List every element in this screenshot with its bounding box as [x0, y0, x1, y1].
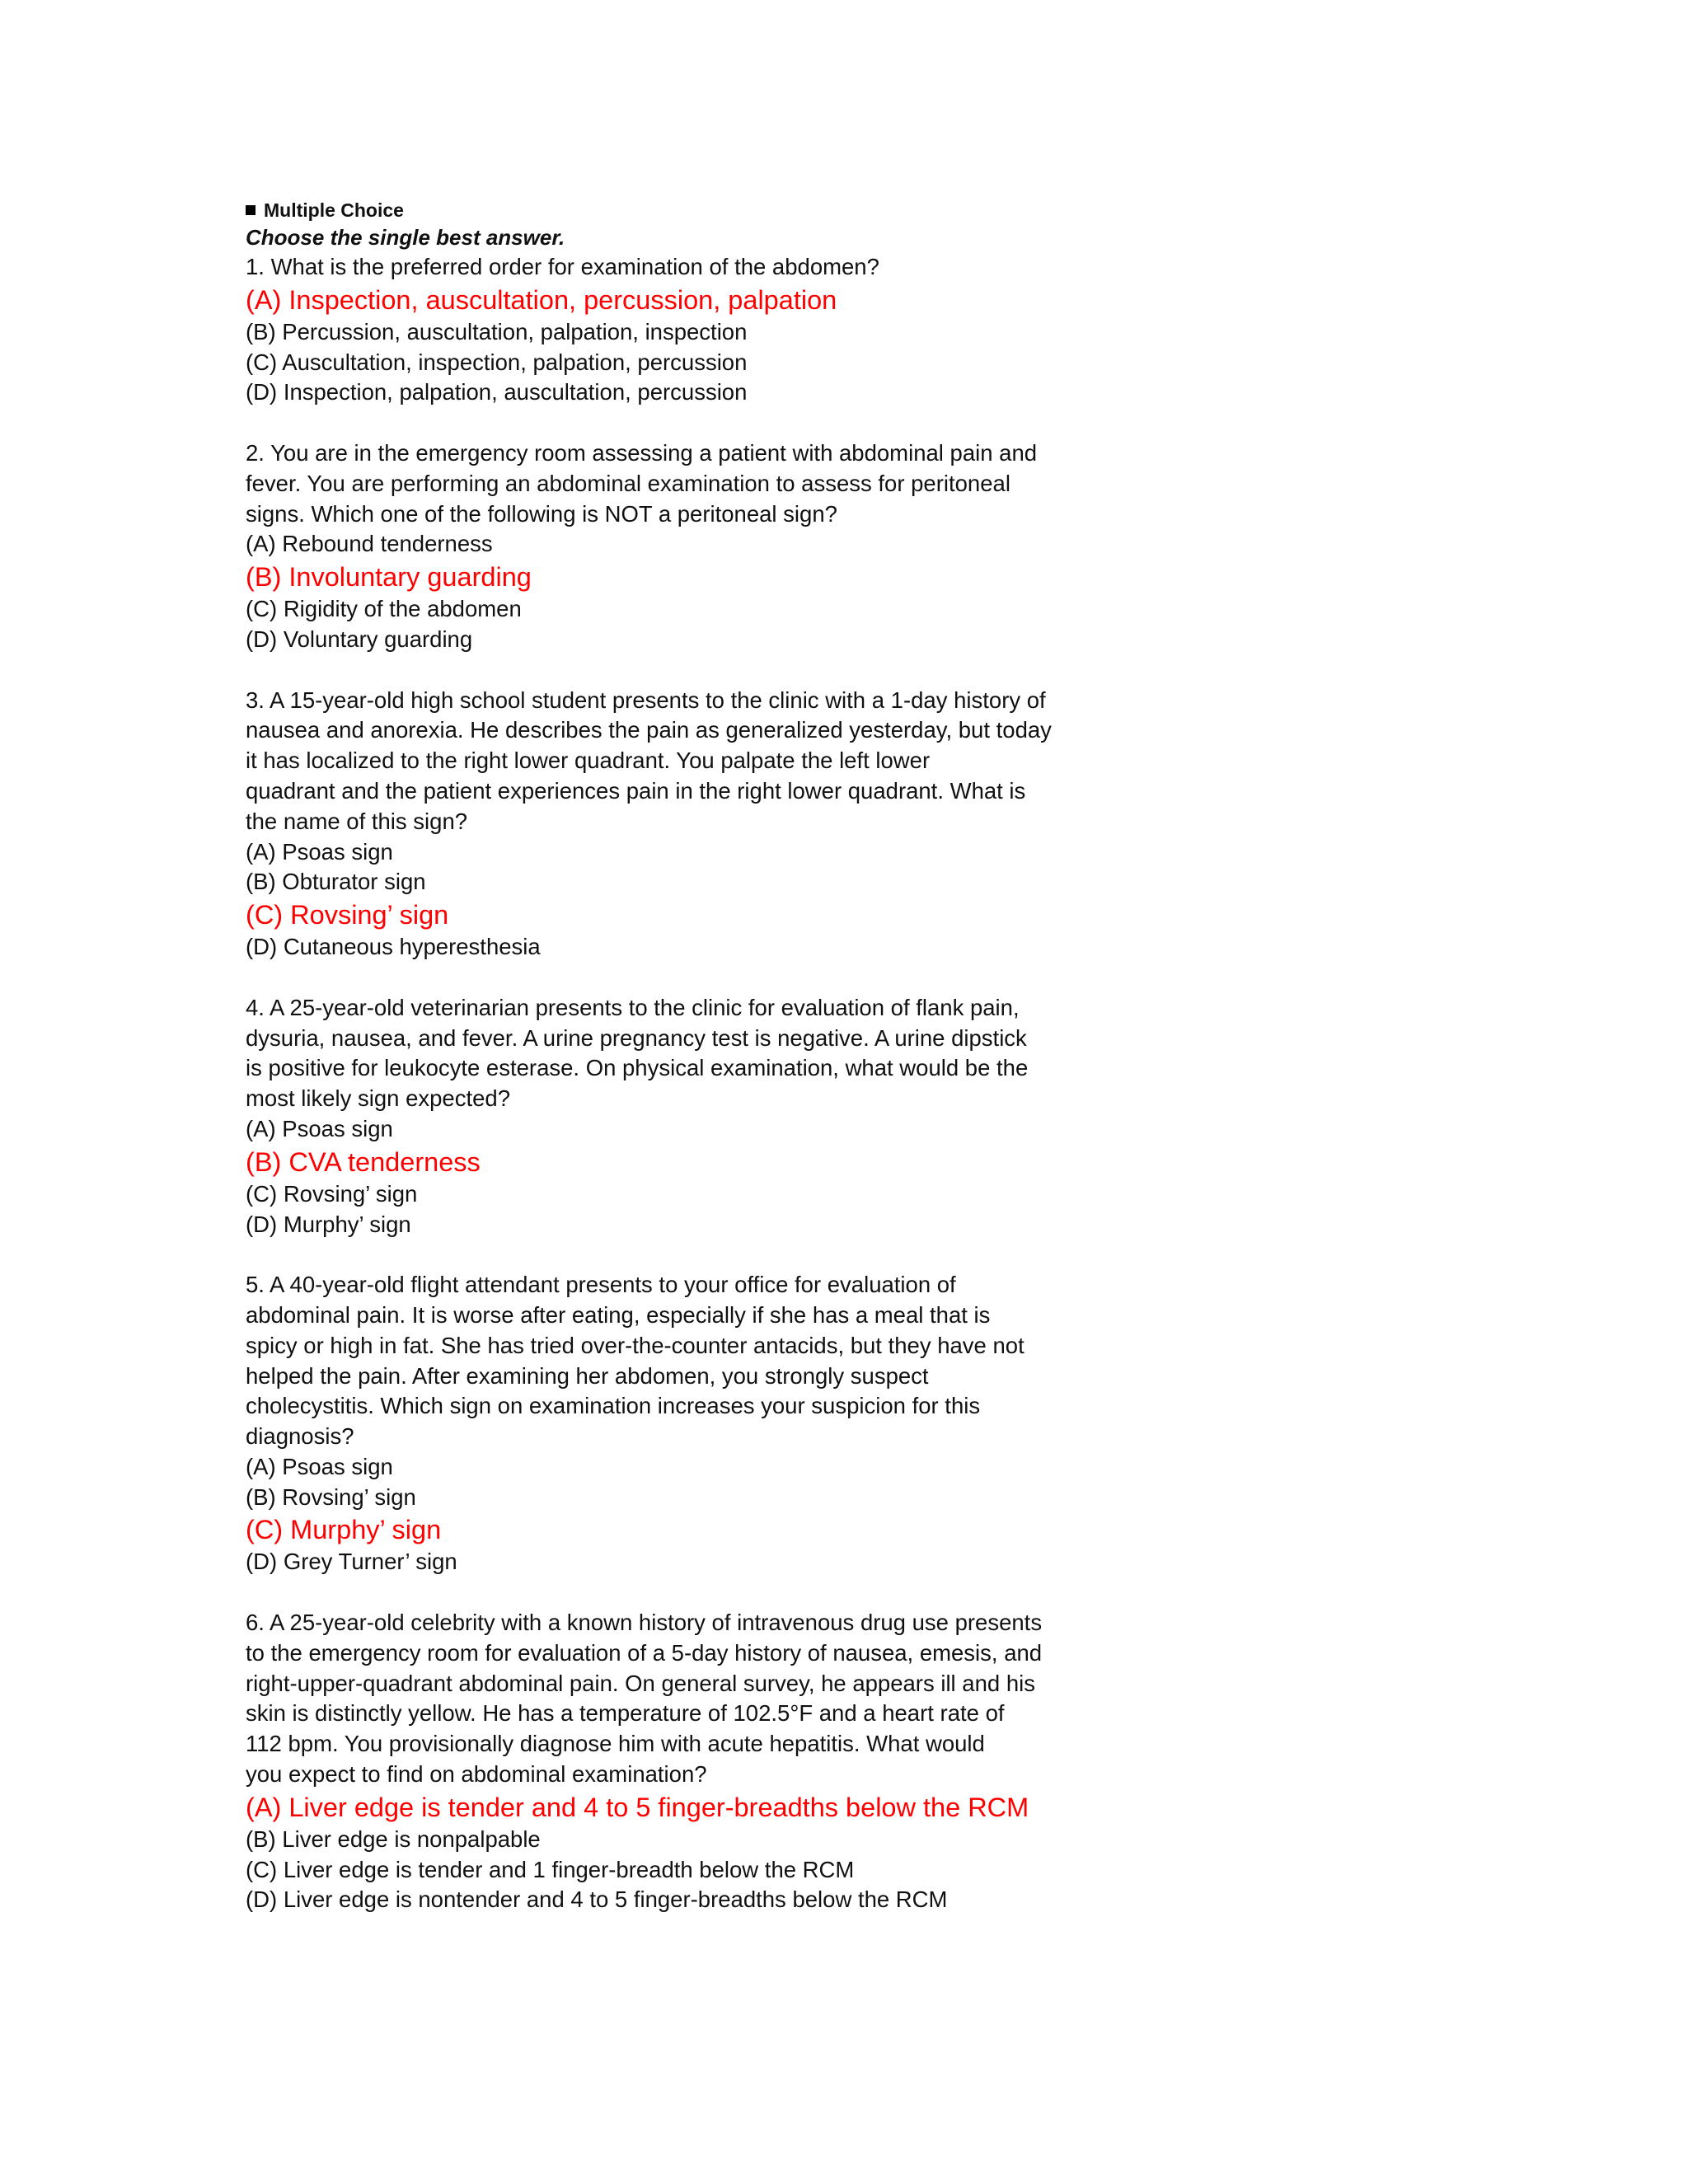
answer-option: (B) Percussion, auscultation, palpation, inspection — [246, 318, 748, 344]
question-stem-line: 5. A 40-year-old flight attendant presents to your office for evaluation of — [246, 1272, 956, 1298]
question-stem-line: 6. A 25-year-old celebrity with a known history of intravenous drug use presents — [246, 1610, 1043, 1636]
question-stem-line: it has localized to the right lower quadrant. You palpate the left lower — [246, 748, 931, 774]
question-5 — [246, 1270, 1152, 1577]
question-2 — [246, 438, 1152, 655]
question-stem-line: the name of this sign? — [246, 808, 468, 834]
question-stem-line: spicy or high in fat. She has tried over-the-counter antacids, but they have not — [246, 1332, 1025, 1358]
answer-option: (B) Liver edge is nonpalpable — [246, 1825, 541, 1852]
answer-option: (D) Murphy’ sign — [246, 1211, 411, 1237]
question-stem-line: 1. What is the preferred order for examination of the abdomen? — [246, 254, 879, 279]
question-stem-line: right-upper-quadrant abdominal pain. On general survey, he appears ill and his — [246, 1670, 1035, 1696]
question-stem-line: fever. You are performing an abdominal examination to assess for peritoneal — [246, 470, 1010, 496]
question-stem-line: to the emergency room for evaluation of a 5-day history of nausea, emesis, and — [246, 1639, 1043, 1666]
answer-option: (D) Cutaneous hyperesthesia — [246, 934, 541, 960]
answer-option: (B) Rovsing’ sign — [246, 1483, 416, 1510]
question-stem-line: abdominal pain. It is worse after eating, especially if she has a meal that is — [246, 1301, 991, 1328]
question-stem-line: 112 bpm. You provisionally diagnose him with acute hepatitis. What would — [246, 1731, 985, 1757]
document-page — [246, 198, 1152, 1946]
question-stem-line: cholecystitis. Which sign on examination increases your suspicion for this — [246, 1393, 981, 1419]
answer-option: (A) Psoas sign — [246, 1453, 393, 1479]
question-1 — [246, 252, 1152, 408]
question-stem-line: dysuria, nausea, and fever. A urine pregnancy test is negative. A urine dipstick — [246, 1024, 1027, 1051]
question-stem-line: 4. A 25-year-old veterinarian presents to the clinic for evaluation of flank pain, — [246, 994, 1020, 1020]
answer-option: (D) Liver edge is nontender and 4 to 5 finger-breadths below the RCM — [246, 1886, 948, 1913]
section-header-label: Multiple Choice — [264, 199, 404, 221]
answer-option: (B) Obturator sign — [246, 869, 426, 895]
question-stem-line: 2. You are in the emergency room assessing a patient with abdominal pain and — [246, 439, 1038, 466]
answer-option: (A) Psoas sign — [246, 838, 393, 865]
answer-option: (C) Rovsing’ sign — [246, 1180, 418, 1207]
answer-option: (C) Auscultation, inspection, palpation, percussion — [246, 349, 748, 375]
question-6 — [246, 1608, 1152, 1915]
question-stem-line: quadrant and the patient experiences pain in the right lower quadrant. What is — [246, 777, 1026, 804]
answer-option: (A) Rebound tenderness — [246, 531, 493, 557]
square-bullet-icon — [246, 205, 256, 215]
answer-option: (C) Rigidity of the abdomen — [246, 596, 522, 622]
question-stem-line: helped the pain. After examining her abdomen, you strongly suspect — [246, 1362, 929, 1389]
correct-answer-option: (A) Inspection, auscultation, percussion, palpation — [246, 284, 837, 315]
question-stem-line: skin is distinctly yellow. He has a temperature of 102.5°F and a heart rate of — [246, 1700, 1005, 1727]
instructions: Choose the single best answer. — [246, 225, 565, 250]
correct-answer-option: (B) Involuntary guarding — [246, 562, 532, 593]
correct-answer-option: (C) Rovsing’ sign — [246, 900, 449, 930]
answer-option: (D) Inspection, palpation, auscultation, percussion — [246, 379, 748, 405]
question-stem-line: is positive for leukocyte esterase. On physical examination, what would be the — [246, 1055, 1029, 1081]
question-stem-line: nausea and anorexia. He describes the pain as generalized yesterday, but today — [246, 717, 1052, 743]
correct-answer-option: (B) CVA tenderness — [246, 1146, 481, 1177]
correct-answer-option: (C) Murphy’ sign — [246, 1515, 442, 1545]
question-stem-line: you expect to find on abdominal examination? — [246, 1761, 707, 1788]
answer-option: (D) Voluntary guarding — [246, 626, 473, 652]
question-stem-line: 3. A 15-year-old high school student presents to the clinic with a 1-day history of — [246, 687, 1046, 713]
question-4 — [246, 993, 1152, 1240]
question-3 — [246, 686, 1152, 963]
answer-option: (D) Grey Turner’ sign — [246, 1549, 457, 1575]
section-header — [246, 198, 1152, 223]
correct-answer-option: (A) Liver edge is tender and 4 to 5 finger-breadths below the RCM — [246, 1792, 1029, 1822]
question-stem-line: signs. Which one of the following is NOT a peritoneal sign? — [246, 500, 837, 527]
question-stem-line: diagnosis? — [246, 1423, 354, 1450]
answer-option: (C) Liver edge is tender and 1 finger-breadth below the RCM — [246, 1856, 855, 1882]
answer-option: (A) Psoas sign — [246, 1115, 393, 1141]
question-list — [246, 252, 1152, 1915]
question-stem-line: most likely sign expected? — [246, 1085, 510, 1112]
